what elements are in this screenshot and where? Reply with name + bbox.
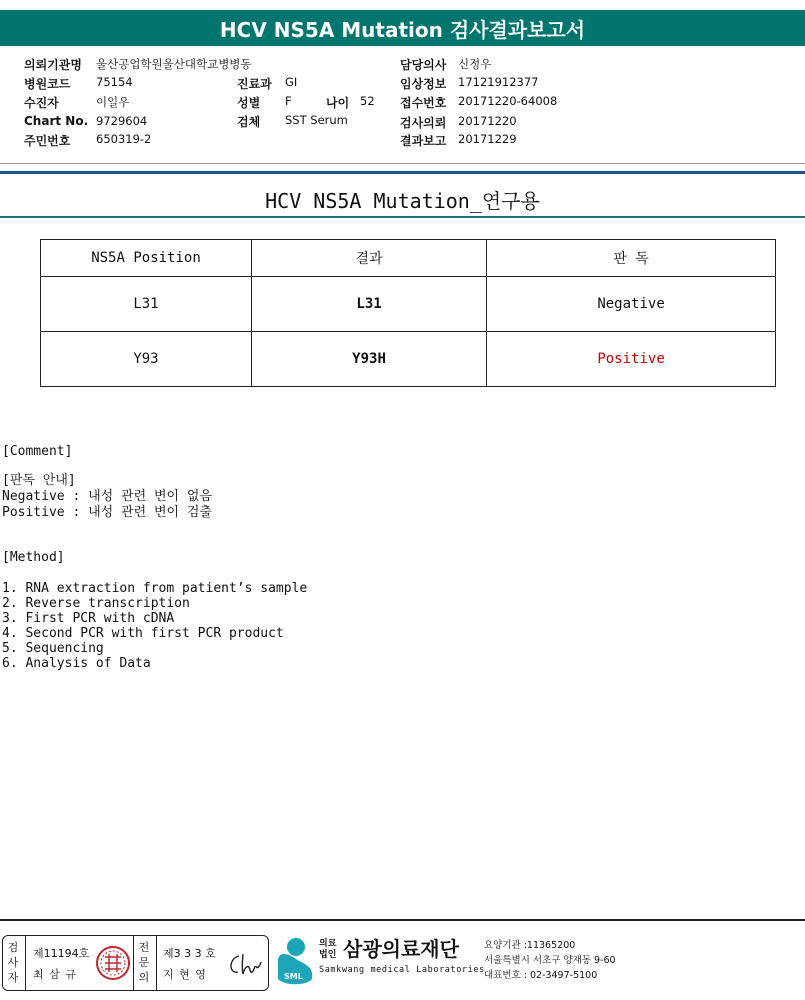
cell-position: Y93 — [41, 332, 252, 387]
guide-line-positive: Positive : 내성 관련 변이 검출 — [2, 505, 213, 520]
table-row — [41, 332, 776, 387]
result-table — [40, 239, 776, 387]
header-result: 결과 — [251, 240, 486, 277]
report-title-bar — [0, 10, 805, 46]
header-position: NS5A Position — [41, 240, 252, 277]
value-physician: 신정우 — [458, 57, 492, 71]
signature-divider — [25, 936, 26, 990]
value-clinical-info: 17121912377 — [458, 75, 539, 89]
report-title: HCV NS5A Mutation 검사결과보고서 — [219, 17, 586, 42]
label-receipt-no: 접수번호 — [400, 96, 447, 110]
institution-code: 요양기관 :11365200 — [484, 940, 576, 951]
label-referring-institution: 의뢰기관명 — [24, 58, 82, 72]
table-row — [41, 277, 776, 332]
label-resident-no: 주민번호 — [24, 134, 71, 148]
value-age: 52 — [360, 94, 375, 108]
org-address: 서울특별시 서초구 양재동 9-60 — [484, 955, 616, 966]
value-request-date: 20171220 — [458, 114, 517, 128]
sml-logo-icon — [272, 935, 316, 987]
label-report-date: 결과보고 — [400, 134, 447, 148]
label-clinical-info: 임상정보 — [400, 77, 447, 91]
method-step: 5. Sequencing — [2, 641, 104, 656]
label-patient: 수진자 — [24, 96, 59, 110]
label-sex: 성별 — [237, 96, 261, 110]
method-step: 6. Analysis of Data — [2, 656, 151, 671]
label-department: 진료과 — [237, 77, 272, 91]
comment-heading: [Comment] — [2, 444, 73, 459]
guide-heading: [판독 안내] — [2, 473, 76, 488]
divider-blue — [0, 171, 805, 174]
method-heading: [Method] — [2, 550, 65, 565]
footer — [0, 919, 805, 1000]
org-name: 삼광의료재단 — [343, 937, 459, 961]
method-step: 2. Reverse transcription — [2, 596, 190, 611]
confirmer-name: 지 현 영 — [163, 968, 207, 981]
value-resident-no: 650319-2 — [96, 132, 152, 146]
label-chart-no: Chart No. — [24, 114, 89, 128]
value-sex: F — [285, 94, 292, 108]
method-step: 3. First PCR with cDNA — [2, 611, 175, 626]
inspector-label: 검 사 자 — [7, 941, 19, 984]
header-interpretation: 판 독 — [487, 240, 776, 277]
cell-position: L31 — [41, 277, 252, 332]
label-physician: 담당의사 — [400, 58, 447, 72]
confirmer-license-no: 제3 3 3 호 — [163, 947, 216, 960]
value-report-date: 20171229 — [458, 132, 517, 146]
divider — [0, 163, 805, 164]
signature-box — [2, 935, 269, 991]
value-chart-no: 9729604 — [96, 114, 148, 128]
value-receipt-no: 20171220-64008 — [458, 94, 558, 108]
cell-interpretation: Negative — [487, 277, 776, 332]
cell-interpretation: Positive — [487, 332, 776, 387]
signature-divider — [133, 936, 134, 990]
guide-line-negative: Negative : 내성 관련 변이 없음 — [2, 489, 213, 504]
label-specimen: 검체 — [237, 115, 261, 129]
value-specimen: SST Serum — [285, 113, 348, 127]
value-patient: 이일우 — [96, 95, 130, 109]
label-hospital-code: 병원코드 — [24, 77, 71, 91]
method-step: 1. RNA extraction from patient’s sample — [2, 581, 308, 596]
section-underline — [0, 216, 805, 218]
footer-divider — [0, 919, 805, 921]
inspector-name: 최 삼 규 — [33, 968, 77, 981]
org-english-name: Samkwang medical Laboratories — [319, 965, 485, 975]
org-prefix: 의료 법인 — [319, 939, 337, 960]
logo-badge: SML — [284, 972, 303, 981]
label-age: 나이 — [326, 96, 350, 110]
table-header-row — [41, 240, 776, 277]
value-referring-institution: 울산공업학원울산대학교병병동 — [96, 57, 252, 71]
inspector-seal-stamp — [94, 944, 132, 982]
cell-result: Y93H — [251, 332, 486, 387]
org-phone: 대표번호 : 02-3497-5100 — [484, 970, 598, 981]
label-request-date: 검사의뢰 — [400, 116, 447, 130]
patient-info — [0, 54, 805, 154]
inspector-license-no: 제11194호 — [33, 947, 90, 960]
signature-divider — [156, 936, 157, 990]
method-step: 4. Second PCR with first PCR product — [2, 626, 284, 641]
confirmer-signature — [225, 946, 265, 980]
confirmer-label: 전 문 의 — [138, 941, 150, 984]
section-title: HCV NS5A Mutation_연구용 — [265, 189, 540, 213]
value-hospital-code: 75154 — [96, 75, 133, 89]
value-department: GI — [285, 75, 298, 89]
cell-result: L31 — [251, 277, 486, 332]
